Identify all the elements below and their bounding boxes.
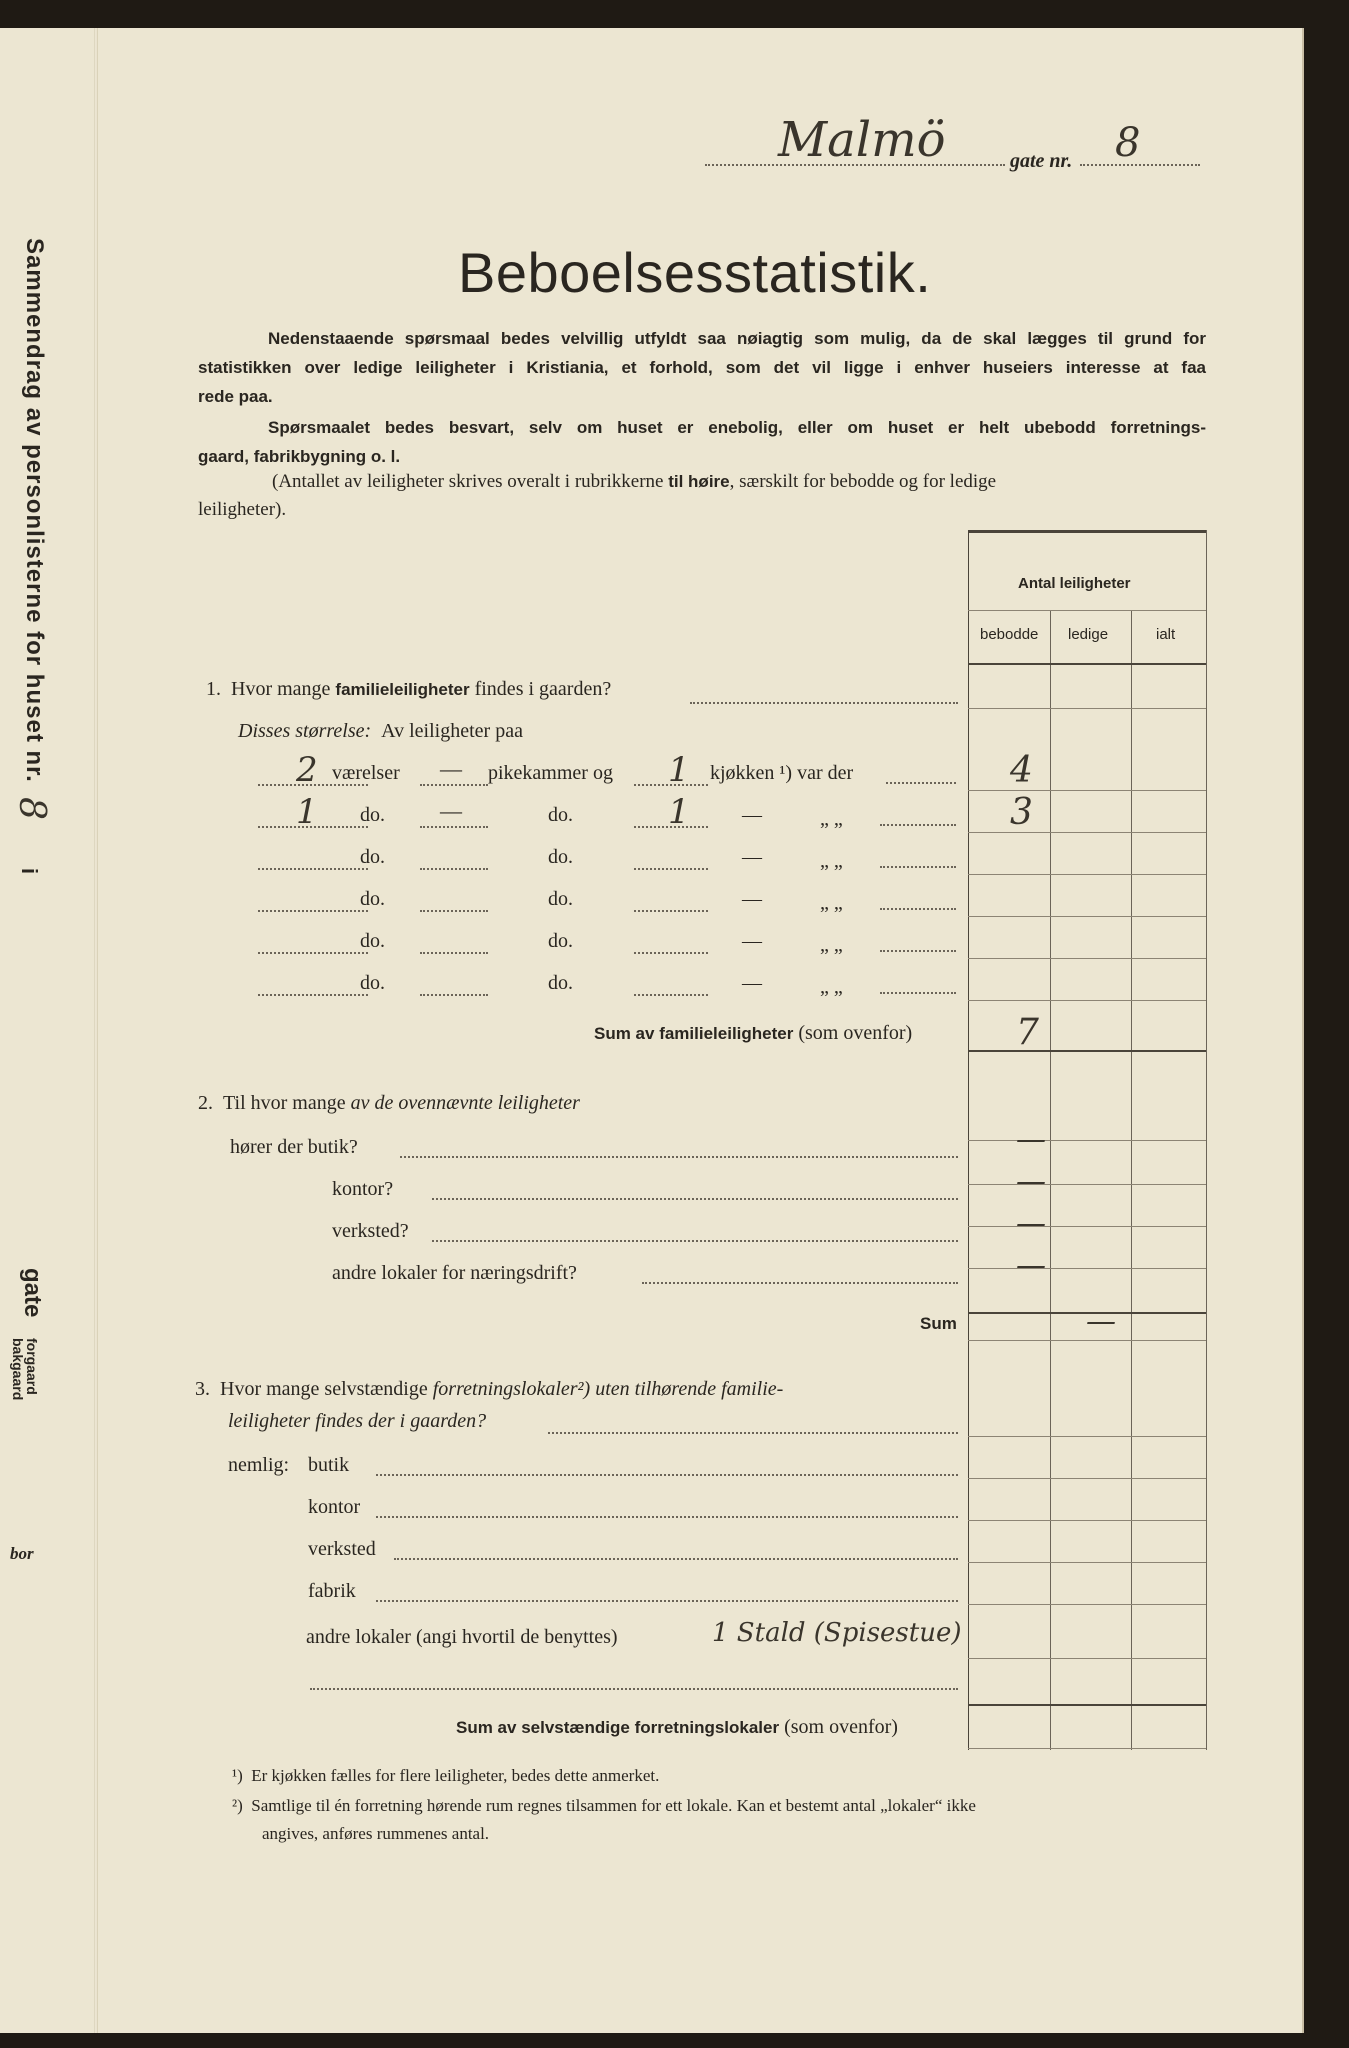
q2-item-label: verksted? (332, 1220, 409, 1242)
pike-label: do. (548, 888, 573, 910)
row-line-q2-3 (968, 1226, 1206, 1227)
row-dots (880, 992, 956, 994)
pike-line (420, 952, 488, 954)
q3-question-line-2: leiligheter findes der i gaarden? (228, 1410, 487, 1432)
row-dots (880, 950, 956, 952)
ditto-marks: „ „ (820, 850, 843, 872)
q3-nemlig: nemlig: (228, 1454, 290, 1476)
q2-item-dots (400, 1156, 958, 1158)
kjokken-value: 1 (668, 750, 690, 790)
table-top-rule (968, 530, 1206, 533)
gate-number-handwritten: 8 (1115, 120, 1141, 166)
row-line-q2-1 (968, 1140, 1206, 1141)
rooms-value: 2 (296, 750, 318, 790)
q1-sum: Sum av familieleiligheter (som ovenfor) (594, 1022, 913, 1044)
col-bebodde: bebodde (980, 626, 1039, 643)
q2-item-dots (642, 1282, 958, 1284)
kjokken-line (634, 910, 708, 912)
pike-value: — (440, 756, 462, 781)
q1-question: 1. Hvor mange familieleiligheter findes i gaarden? (206, 678, 612, 700)
row-line-4 (968, 916, 1206, 917)
q3-item-dots (376, 1516, 958, 1518)
row-line-q3-3 (968, 1562, 1206, 1563)
page-title: Beboelsesstatistik. (458, 241, 932, 304)
rooms-label: do. (360, 846, 385, 868)
row-line-q3-1 (968, 1478, 1206, 1479)
table-col-line-1 (1050, 610, 1051, 1750)
q3-sum: Sum av selvstændige forretningslokaler (som ovenfor) (456, 1716, 898, 1738)
gate-label: gate nr. (1010, 150, 1073, 172)
rooms-label: værelser (332, 762, 400, 784)
pike-label: do. (548, 846, 573, 868)
q3-item-label: fabrik (308, 1580, 356, 1602)
rooms-line (258, 952, 368, 954)
row-dots (886, 782, 956, 784)
row-dots (880, 824, 956, 826)
table-header-bottom (968, 663, 1206, 665)
pike-label: do. (548, 804, 573, 826)
intro-line-4: Spørsmaalet bedes besvart, selv om huset er enebolig, eller om huset er helt ubebodd forretnings- (268, 418, 1206, 437)
kjokken-line (634, 994, 708, 996)
kjokken-line (634, 952, 708, 954)
rooms-label: do. (360, 888, 385, 910)
row-line-q3-2 (968, 1520, 1206, 1521)
bebodde-value: 4 (1010, 750, 1033, 791)
q3-item-dots (376, 1474, 958, 1476)
row-line-q3-5 (968, 1658, 1206, 1659)
gate-number-line (1080, 164, 1200, 166)
q3-item-dots (376, 1600, 958, 1602)
row-line-q3-0 (968, 1436, 1206, 1437)
q2-sum-label: Sum (920, 1314, 957, 1333)
margin-gate: gate (19, 1268, 46, 1318)
q3-question-line-1: 3. Hvor mange selvstændige forretningslokaler²) uten tilhørende familie- (195, 1378, 784, 1400)
table-right-line (1206, 530, 1207, 1750)
pike-line (420, 784, 488, 786)
q2-item-label: kontor? (332, 1178, 394, 1200)
q2-item-dots (432, 1240, 958, 1242)
pike-line (420, 910, 488, 912)
kjokken-label: — (742, 846, 762, 868)
pike-label: do. (548, 972, 573, 994)
margin-bor: bor (10, 1544, 34, 1563)
row-dots (880, 908, 956, 910)
table-col-line-2 (1131, 610, 1132, 1750)
q2-item-value: — (1016, 1248, 1046, 1283)
margin-bakgaard: bakgaard (10, 1338, 26, 1401)
row-line-3 (968, 874, 1206, 875)
pike-line (420, 994, 488, 996)
ditto-marks: „ „ (820, 934, 843, 956)
q3-dots (548, 1432, 958, 1434)
footnote-2: ²) Samtlige til én forretning hørende rum regnes tilsammen for ett lokale. Kan et bestemt antal „lokaler“ ikke (232, 1796, 976, 1815)
q3-item-label: butik (308, 1454, 350, 1476)
margin-i: i (17, 867, 43, 875)
rooms-value: 1 (296, 792, 318, 832)
page-fold (94, 28, 98, 2033)
q2-sum-value: — (1086, 1304, 1116, 1339)
form-page (0, 28, 1304, 2033)
kjokken-label: kjøkken ¹) var der (710, 762, 854, 784)
q1-dots (690, 702, 958, 704)
q3-item-dots (394, 1558, 958, 1560)
row-line-5 (968, 958, 1206, 959)
q2-question: 2. Til hvor mange av de ovennævnte leiligheter (198, 1092, 580, 1114)
q3-item-label: kontor (308, 1496, 361, 1518)
kjokken-label: — (742, 972, 762, 994)
row-line-q3-4 (968, 1604, 1206, 1605)
pike-label: pikekammer og (488, 762, 613, 784)
q2-item-label: hører der butik? (230, 1136, 358, 1158)
row-line-q1 (968, 708, 1206, 709)
row-line-q2-4 (968, 1268, 1206, 1269)
kjokken-line (634, 868, 708, 870)
rooms-line (258, 910, 368, 912)
q3-item-label: verksted (308, 1538, 376, 1560)
q2-item-value: — (1016, 1164, 1046, 1199)
table-title: Antal leiligheter (1018, 575, 1131, 592)
margin-number: 8 (10, 797, 52, 820)
intro-line-6: (Antallet av leiligheter skrives overalt i rubrikkerne til høire, særskilt for bebodde og for ledige (272, 471, 997, 492)
rooms-label: do. (360, 930, 385, 952)
pike-line (420, 868, 488, 870)
row-line-sum1 (968, 1050, 1206, 1052)
row-line-sum2b (968, 1340, 1206, 1341)
intro-line-5: gaard, fabrikbygning o. l. (198, 447, 401, 466)
intro-line-2: statistikken over ledige leiligheter i Kristiania, et forhold, som det vil ligge i enhver huseiers interesse at faa (198, 358, 1206, 377)
ditto-marks: „ „ (820, 892, 843, 914)
row-line-1 (968, 790, 1206, 791)
row-line-q2-2 (968, 1184, 1206, 1185)
q2-item-label: andre lokaler for næringsdrift? (332, 1262, 577, 1284)
col-ledige: ledige (1068, 626, 1109, 643)
street-handwritten: Malmö (778, 112, 946, 168)
q2-item-dots (432, 1198, 958, 1200)
q1-size-line: Disses størrelse: Av leiligheter paa (238, 720, 523, 742)
margin-vertical-label: Sammendrag av personlisterne for huset nr. (21, 238, 48, 783)
kjokken-label: — (742, 888, 762, 910)
rooms-line (258, 994, 368, 996)
row-line-2 (968, 832, 1206, 833)
q3-andre-handwritten: 1 Stald (Spisestue) (712, 1618, 962, 1648)
col-ialt: ialt (1156, 626, 1176, 643)
q2-item-value: — (1016, 1206, 1046, 1241)
intro-line-3: rede paa. (198, 387, 273, 406)
footnote-2-cont: angives, anføres rummenes antal. (262, 1824, 490, 1843)
rooms-line (258, 868, 368, 870)
footnote-1: ¹) Er kjøkken fælles for flere leiligheter, bedes dette anmerket. (232, 1766, 660, 1785)
pike-value: — (440, 798, 462, 823)
pike-line (420, 826, 488, 828)
intro-line-7: leiligheter). (198, 499, 287, 520)
kjokken-value: 1 (668, 792, 690, 832)
ditto-marks: „ „ (820, 808, 843, 830)
rooms-label: do. (360, 804, 385, 826)
kjokken-label: — (742, 804, 762, 826)
row-line-end (968, 1748, 1206, 1749)
row-dots (880, 866, 956, 868)
row-line-6 (968, 1000, 1206, 1001)
street-line (705, 164, 1005, 166)
q3-andre: andre lokaler (angi hvortil de benyttes) (306, 1626, 618, 1648)
q1-sum-value: 7 (1016, 1012, 1039, 1053)
kjokken-label: — (742, 930, 762, 952)
pike-label: do. (548, 930, 573, 952)
rooms-label: do. (360, 972, 385, 994)
q3-extra-line (310, 1688, 958, 1690)
row-line-sum3 (968, 1704, 1206, 1706)
bebodde-value: 3 (1010, 792, 1033, 833)
margin-forgaard: forgaard (24, 1338, 40, 1395)
ditto-marks: „ „ (820, 976, 843, 998)
q2-item-value: — (1016, 1122, 1046, 1157)
intro-line-1: Nedenstaaende spørsmaal bedes velvillig utfyldt saa nøiagtig som mulig, da de skal lægges til grund for (268, 329, 1206, 348)
table-header-line (968, 610, 1206, 611)
